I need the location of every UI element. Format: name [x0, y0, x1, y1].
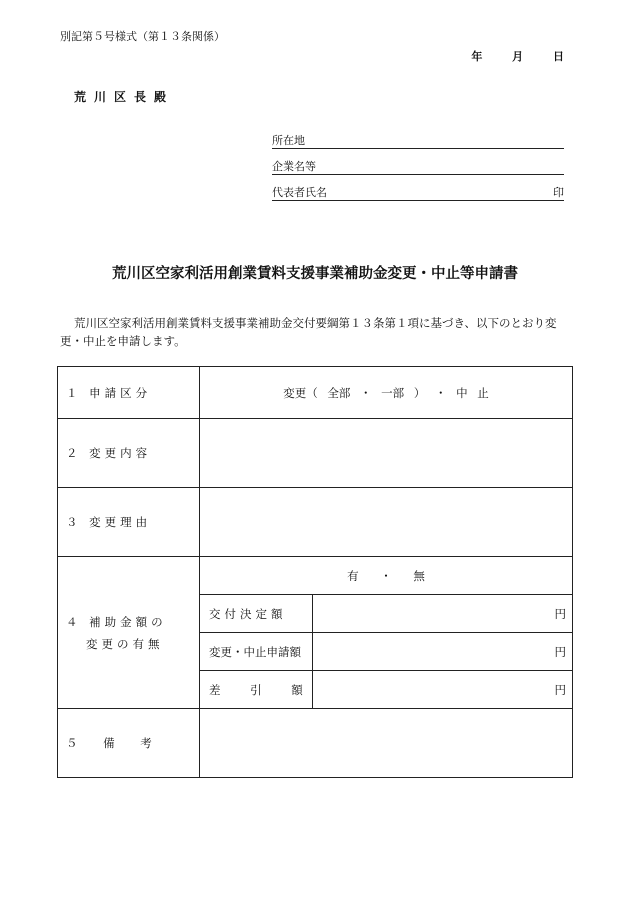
remarks-field[interactable]	[200, 709, 573, 778]
date-year: 年	[471, 50, 483, 63]
representative-line[interactable]	[272, 186, 564, 201]
date-line	[471, 48, 564, 64]
change-content-field[interactable]	[200, 419, 573, 488]
difference-label: 差 引 額	[200, 671, 313, 709]
table-row	[58, 557, 573, 595]
date-month: 月	[512, 50, 524, 63]
remarks-label: ５ 備 考	[58, 709, 200, 778]
amount-change-label-line1: ４ 補助金額の	[66, 614, 167, 629]
amount-change-choice[interactable]: 有 ・ 無	[200, 557, 573, 595]
amount-change-label	[58, 557, 200, 709]
intro-text: 荒川区空家利活用創業賃料支援事業補助金交付要綱第１３条第１項に基づき、以下のとおり変更・中止を申請します。	[60, 316, 557, 348]
table-row	[58, 709, 573, 778]
requested-amount-field[interactable]: 円	[313, 633, 573, 671]
company-label: 企業名等	[272, 160, 316, 173]
change-reason-label: ３ 変更理由	[58, 488, 200, 557]
change-content-label: ２ 変更内容	[58, 419, 200, 488]
application-type-value[interactable]: 変更（ 全部 ・ 一部 ） ・ 中 止	[200, 367, 573, 419]
address-label: 所在地	[272, 134, 305, 147]
table-row	[58, 419, 573, 488]
representative-label: 代表者氏名	[272, 186, 327, 199]
form-number: 別記第５号様式（第１３条関係）	[60, 30, 225, 43]
decided-amount-label: 交付決定額	[200, 595, 313, 633]
decided-amount-field[interactable]: 円	[313, 595, 573, 633]
table-row	[58, 367, 573, 419]
requested-amount-label: 変更・中止申請額	[200, 633, 313, 671]
date-day: 日	[553, 50, 564, 63]
difference-field[interactable]: 円	[313, 671, 573, 709]
seal-mark: 印	[553, 186, 564, 199]
amount-change-label-line2: 変更の有無	[86, 636, 164, 651]
change-reason-field[interactable]	[200, 488, 573, 557]
application-type-label: １ 申請区分	[58, 367, 200, 419]
application-table	[57, 366, 573, 778]
company-line[interactable]	[272, 160, 564, 175]
table-row	[58, 488, 573, 557]
addressee: 荒川区長殿	[74, 90, 175, 104]
address-line[interactable]	[272, 134, 564, 149]
document-title: 荒川区空家利活用創業賃料支援事業補助金変更・中止等申請書	[112, 266, 518, 282]
